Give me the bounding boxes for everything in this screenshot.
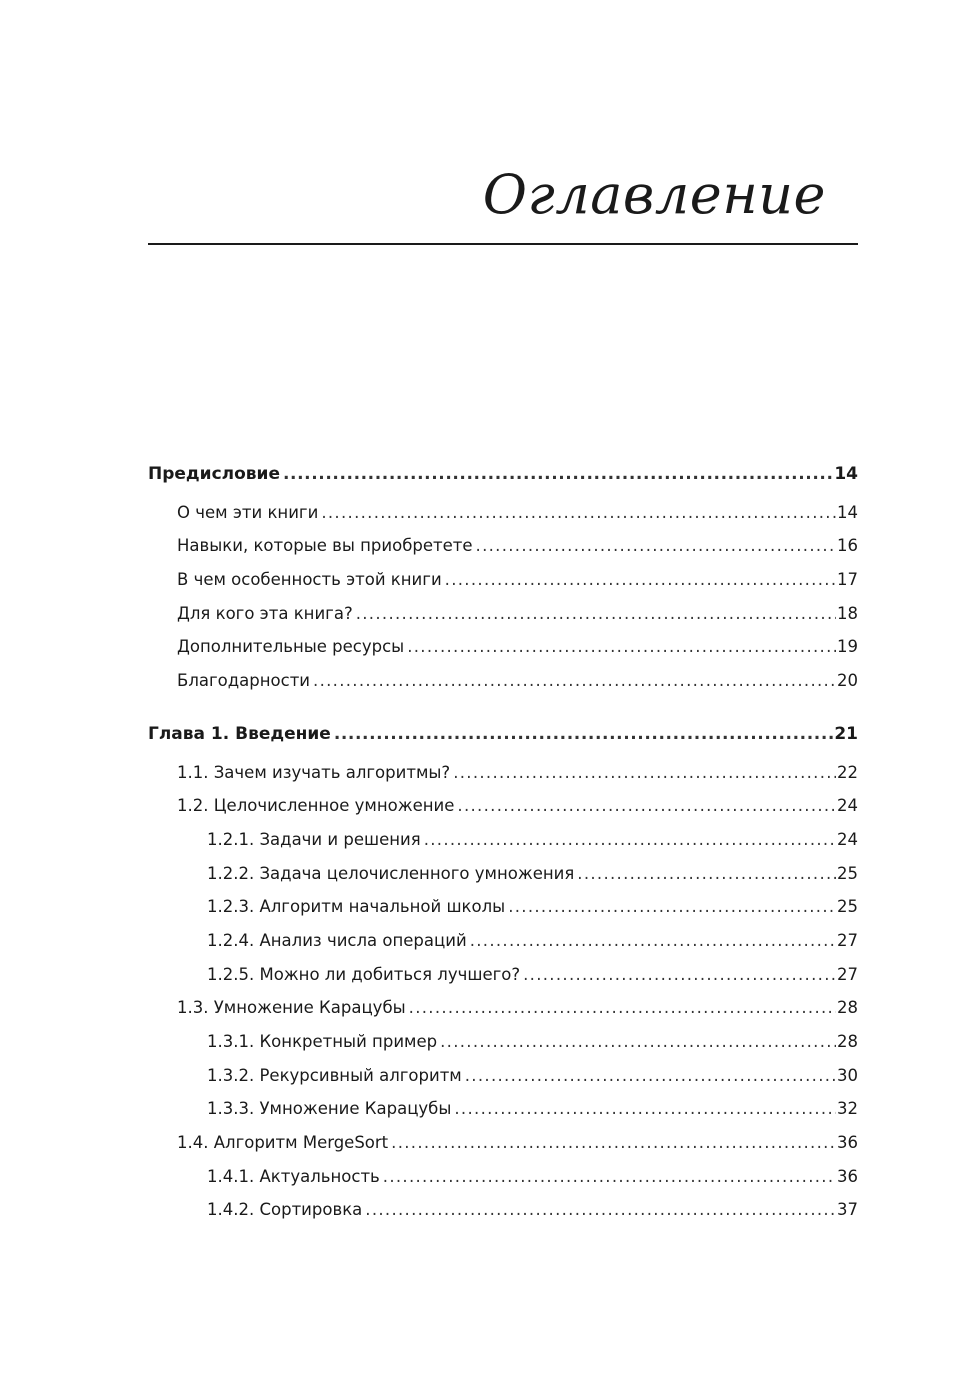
toc-page-number: 25 [837, 863, 858, 883]
toc-dot-leader [365, 1193, 836, 1227]
toc-entry-label: 1.2.3. Алгоритм начальной школы [207, 897, 506, 917]
toc-dot-leader [440, 1025, 836, 1059]
toc-entry[interactable] [148, 529, 858, 563]
toc-entry[interactable] [148, 823, 858, 857]
toc-entry[interactable] [148, 1193, 858, 1227]
toc-entry-label: 1.2.1. Задачи и решения [207, 829, 421, 849]
toc-dot-leader [334, 718, 834, 752]
toc-dot-leader [453, 756, 836, 790]
toc-page-number: 37 [837, 1200, 858, 1220]
toc-page-number: 19 [837, 637, 858, 657]
toc-entry-label: 1.2. Целочисленное умножение [177, 796, 455, 816]
toc-page-number: 27 [837, 930, 858, 950]
toc-entry-label: 1.2.2. Задача целочисленного умножения [207, 863, 575, 883]
toc-entry-label: Для кого эта книга? [177, 603, 353, 623]
toc-page-number: 22 [837, 762, 858, 782]
toc-entry[interactable] [148, 664, 858, 698]
toc-entry-label: 1.2.5. Можно ли добиться лучшего? [207, 964, 521, 984]
toc-dot-leader [283, 458, 833, 492]
title-rule [148, 243, 858, 245]
toc-entry-label: 1.4. Алгоритм MergeSort [177, 1133, 389, 1153]
toc-dot-leader [383, 1160, 836, 1194]
toc-page-number: 32 [837, 1099, 858, 1119]
toc-page-number: 24 [837, 829, 858, 849]
toc-entry-label: Навыки, которые вы приобретете [177, 536, 473, 556]
toc-entry[interactable] [148, 718, 858, 752]
toc-entry-label: 1.3.1. Конкретный пример [207, 1032, 438, 1051]
toc-dot-leader [523, 958, 836, 992]
toc-page-number: 18 [837, 603, 858, 623]
toc-dot-leader [424, 823, 836, 857]
toc-entry[interactable] [148, 958, 858, 992]
table-of-contents [148, 458, 858, 1227]
toc-dot-leader [391, 1126, 836, 1160]
toc-dot-leader [445, 563, 836, 597]
toc-entry[interactable] [148, 1160, 858, 1194]
toc-entry-label: 1.4.2. Сортировка [207, 1200, 363, 1220]
toc-entry[interactable] [148, 1025, 858, 1059]
toc-page-number: 14 [834, 464, 858, 484]
toc-entry[interactable] [148, 789, 858, 823]
toc-entry[interactable] [148, 991, 858, 1025]
toc-page-number: 25 [837, 897, 858, 917]
toc-page-number: 30 [837, 1065, 858, 1085]
toc-page-number: 28 [837, 998, 858, 1018]
toc-entry-label: Глава 1. Введение [148, 723, 331, 744]
toc-entry[interactable] [148, 597, 858, 631]
toc-page-number: 24 [837, 796, 858, 816]
toc-page-number: 14 [837, 502, 858, 522]
toc-entry-label: Предисловие [148, 464, 280, 484]
toc-entry[interactable] [148, 857, 858, 891]
toc-entry-label: 1.4.1. Актуальность [207, 1166, 380, 1186]
toc-page-number: 36 [837, 1166, 858, 1186]
toc-dot-leader [407, 630, 836, 664]
toc-entry-label: 1.1. Зачем изучать алгоритмы? [177, 762, 451, 782]
toc-entry-label: О чем эти книги [177, 502, 319, 522]
toc-entry[interactable] [148, 756, 858, 790]
toc-entry-label: 1.3. Умножение Карацубы [177, 998, 406, 1018]
toc-entry-label: 1.3.3. Умножение Карацубы [207, 1099, 452, 1119]
toc-entry[interactable] [148, 630, 858, 664]
toc-page-number: 16 [837, 536, 858, 556]
toc-page-number: 27 [837, 964, 858, 984]
toc-entry[interactable] [148, 1092, 858, 1126]
toc-dot-leader [409, 991, 836, 1025]
page-title: Оглавление [482, 163, 826, 226]
toc-entry-label: В чем особенность этой книги [177, 570, 442, 590]
toc-entry[interactable] [148, 924, 858, 958]
toc-entry[interactable] [148, 1126, 858, 1160]
toc-dot-leader [476, 529, 836, 563]
toc-entry-label: 1.3.2. Рекурсивный алгоритм [207, 1065, 462, 1085]
toc-page-number: 20 [837, 671, 858, 691]
toc-page-number: 36 [837, 1133, 858, 1153]
toc-dot-leader [577, 857, 836, 891]
toc-dot-leader [508, 890, 836, 924]
toc-dot-leader [313, 664, 836, 698]
toc-entry[interactable] [148, 890, 858, 924]
toc-entry-label: Дополнительные ресурсы [177, 637, 405, 657]
toc-entry[interactable] [148, 1059, 858, 1093]
toc-dot-leader [454, 1092, 836, 1126]
toc-dot-leader [465, 1059, 836, 1093]
toc-page-number: 17 [837, 570, 858, 590]
toc-page-number: 21 [834, 723, 858, 744]
toc-dot-leader [457, 789, 836, 823]
toc-entry-label: Благодарности [177, 671, 311, 691]
toc-entry[interactable] [148, 458, 858, 492]
toc-entry[interactable] [148, 496, 858, 530]
toc-entry[interactable] [148, 563, 858, 597]
toc-dot-leader [470, 924, 836, 958]
toc-page-number: 28 [837, 1032, 858, 1051]
toc-entry-label: 1.2.4. Анализ числа операций [207, 930, 467, 950]
toc-dot-leader [356, 597, 836, 631]
toc-dot-leader [321, 496, 836, 530]
